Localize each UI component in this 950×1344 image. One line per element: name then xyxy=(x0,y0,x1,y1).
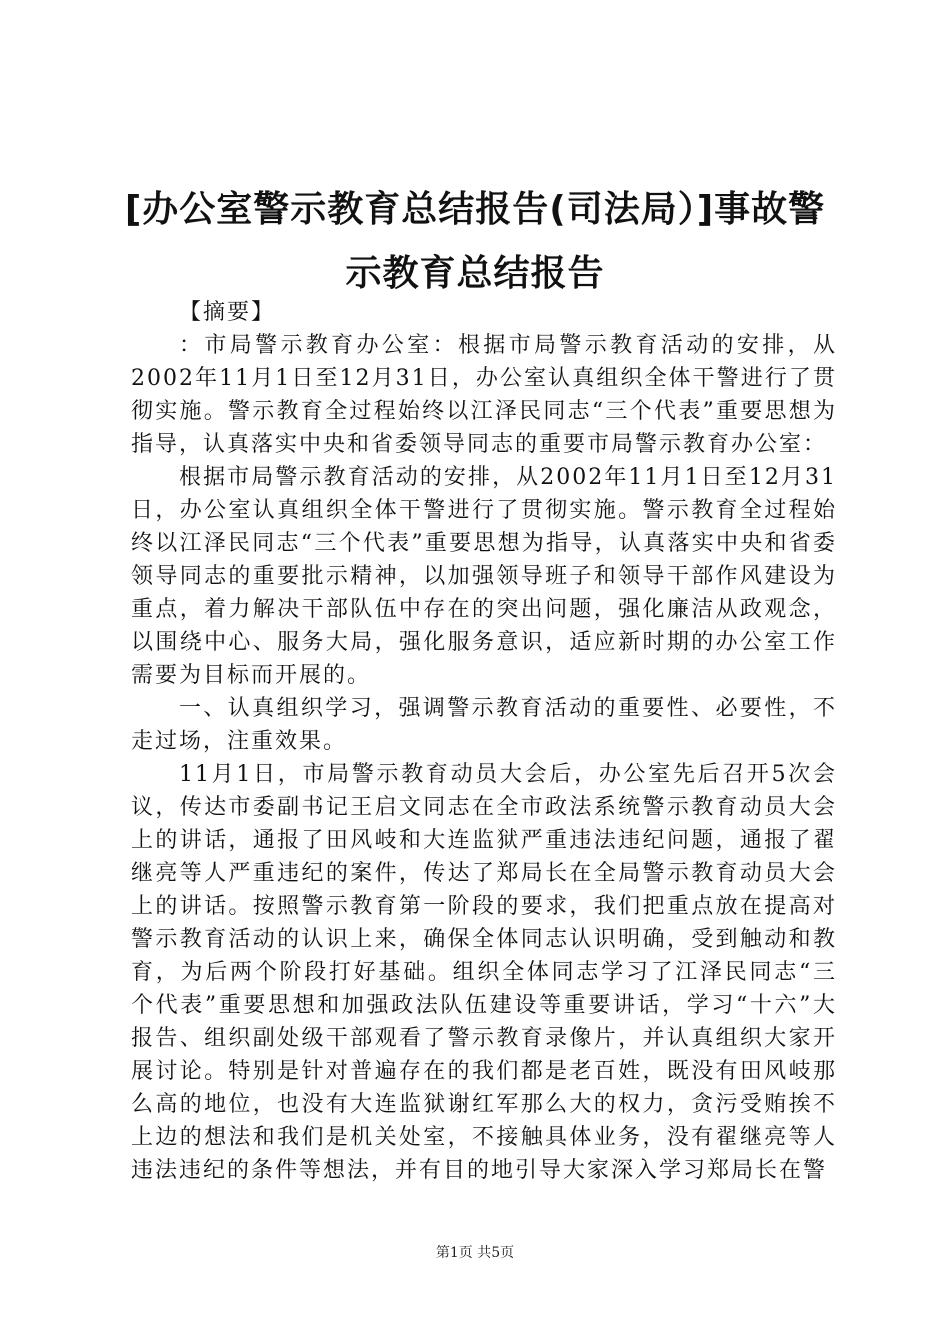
document-body xyxy=(131,296,837,1187)
abstract-label: 【摘要】 xyxy=(179,300,276,325)
page-footer: 第1页 共5页 xyxy=(435,1245,515,1261)
paragraph: 11月1日，市局警示教育动员大会后，办公室先后召开5次会议，传达市委副书记王启文同志在全市政法系统警示教育动员大会上的讲话，通报了田风岐和大连监狱严重违法违纪问题，通报了翟继亮等人严重违纪的案件，传达了郑局长在全局警示教育动员大会上的讲话。按照警示教育第一阶段的要求，我们把重点放在提高对警示教育活动的认识上来，确保全体同志认识明确，受到触动和教育，为后两个阶段打好基础。组织全体同志学习了江泽民同志“三个代表”重要思想和加强政法队伍建设等重要讲话，学习“十六”大报告、组织副处级干部观看了警示教育录像片，并认真组织大家开展讨论。特别是针对普遍存在的我们都是老百姓，既没有田风岐那么高的地位，也没有大连监狱谢红军那么大的权力，贪污受贿挨不上边的想法和我们是机关处室，不接触具体业务，没有翟继亮等人违法违纪的条件等想法，并有目的地引导大家深入学习郑局长在警 xyxy=(131,762,837,1183)
section-heading: 一、认真组织学习，强调警示教育活动的重要性、必要性，不走过场，注重效果。 xyxy=(131,696,837,754)
paragraph: ：市局警示教育办公室：根据市局警示教育活动的安排，从2002年11月1日至12月31日，办公室认真组织全体干警进行了贯彻实施。警示教育全过程始终以江泽民同志“三个代表”重要思想为指导，认真落实中央和省委领导同志的重要市局警示教育办公室： xyxy=(131,333,837,457)
paragraph: 根据市局警示教育活动的安排，从2002年11月1日至12月31日，办公室认真组织全体干警进行了贯彻实施。警示教育全过程始终以江泽民同志“三个代表”重要思想为指导，认真落实中央和省委领导同志的重要批示精神，以加强领导班子和领导干部作风建设为重点，着力解决干部队伍中存在的突出问题，强化廉洁从政观念，以围绕中心、服务大局，强化服务意识，适应新时期的办公室工作需要为目标而开展的。 xyxy=(131,465,837,688)
document-title: [办公室警示教育总结报告(司法局）]事故警示教育总结报告 xyxy=(124,189,826,294)
